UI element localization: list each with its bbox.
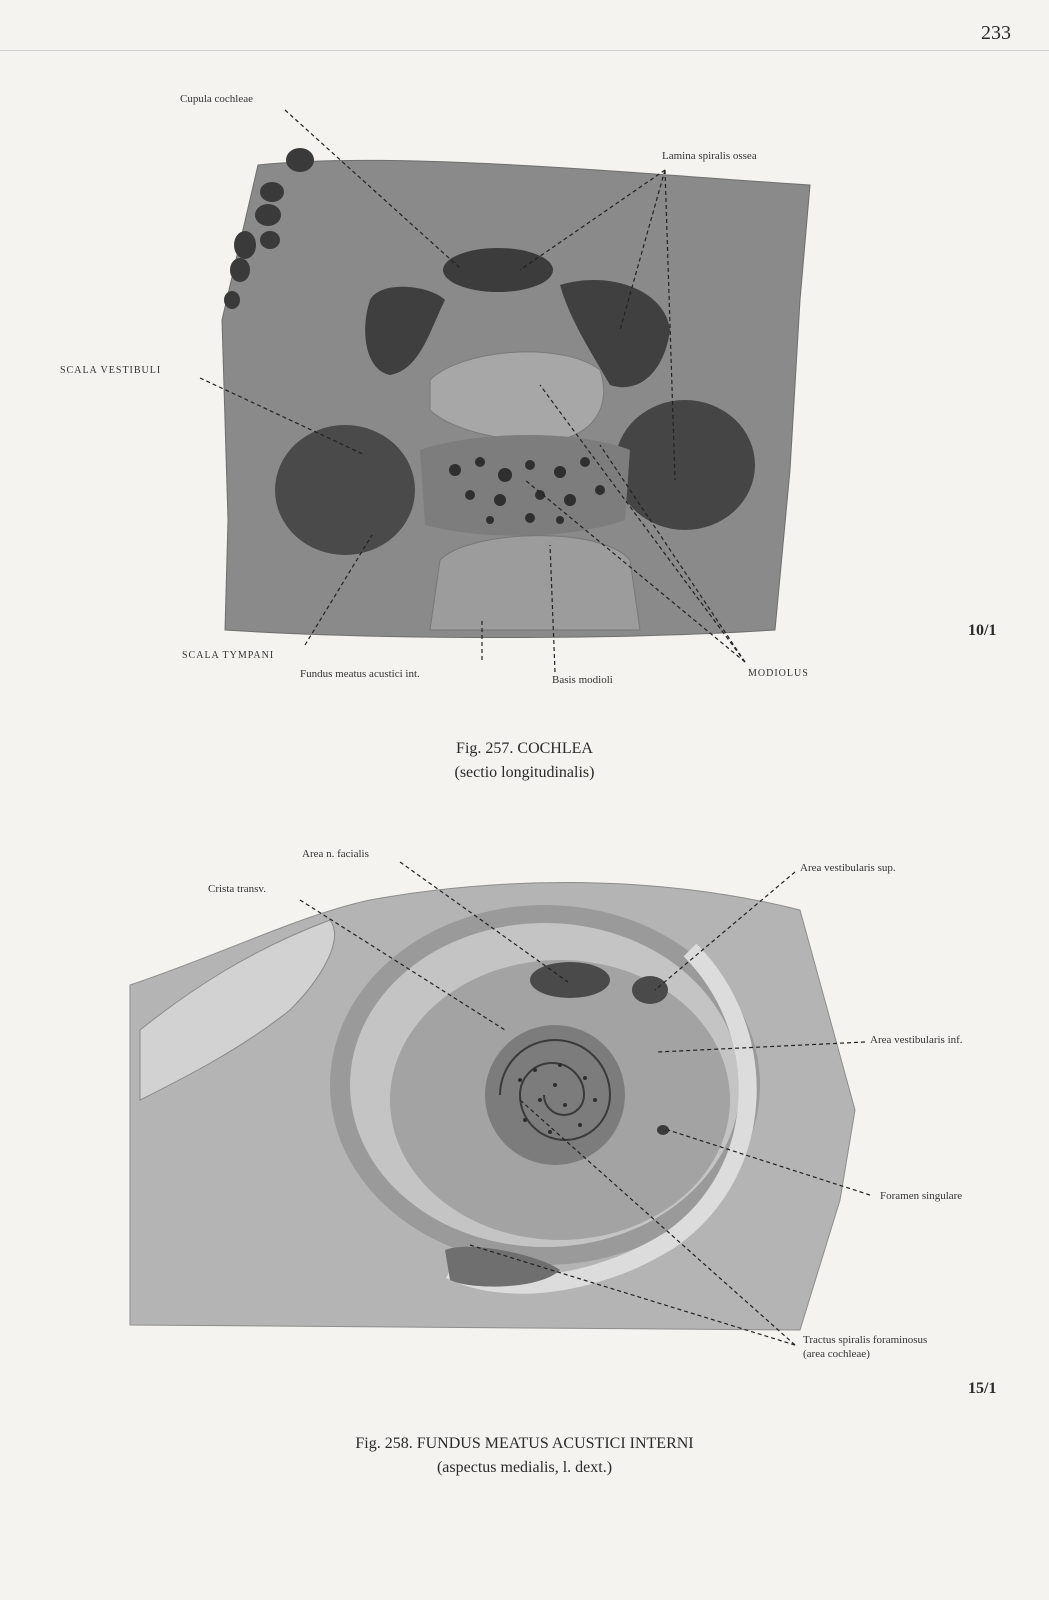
label-area-vestibularis-inf: Area vestibularis inf. [870, 1034, 963, 1046]
label-fundus-meatus: Fundus meatus acustici int. [300, 668, 420, 680]
label-area-cochleae: (area cochleae) [803, 1348, 870, 1360]
label-area-n-facialis: Area n. facialis [302, 848, 369, 860]
label-cupula-cochleae: Cupula cochleae [180, 93, 253, 105]
fig-257-caption-subtitle: (sectio longitudinalis) [454, 764, 595, 781]
label-modiolus: MODIOLUS [748, 668, 809, 679]
label-crista-transv: Crista transv. [208, 883, 266, 895]
label-area-vestibularis-sup: Area vestibularis sup. [800, 862, 896, 874]
label-lamina-spiralis-ossea: Lamina spiralis ossea [662, 150, 757, 162]
label-scala-vestibuli: SCALA VESTIBULI [60, 365, 162, 376]
label-basis-modioli: Basis modioli [552, 674, 613, 686]
label-foramen-singulare: Foramen singulare [880, 1190, 963, 1202]
scale-fig-258: 15/1 [968, 1380, 997, 1397]
label-tractus-spiralis: Tractus spiralis foraminosus [803, 1334, 928, 1346]
fig-258-caption-subtitle: (aspectus medialis, l. dext.) [436, 1459, 613, 1476]
fig-257-caption-title: Fig. 257. COCHLEA [456, 740, 593, 757]
scale-fig-257: 10/1 [968, 622, 997, 639]
fig-258-caption-title: Fig. 258. FUNDUS MEATUS ACUSTICI INTERNI [355, 1435, 694, 1452]
fig-258-caption [0, 1432, 1049, 1480]
page-number: 233 [981, 22, 1011, 44]
label-scala-tympani: SCALA TYMPANI [182, 650, 275, 661]
